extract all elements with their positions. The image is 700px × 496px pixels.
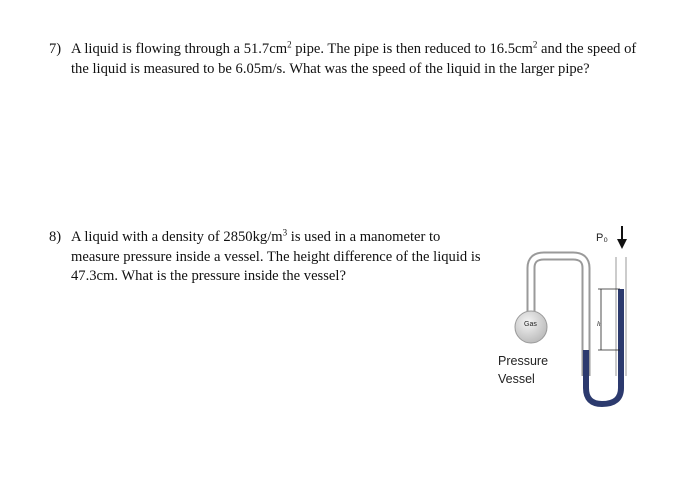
question-8-number: 8) [49,229,62,245]
question-8 [49,228,489,287]
pressure-vessel-label: Pressure Vessel [498,354,549,386]
question-7 [49,40,639,79]
question-7-text: A liquid is flowing through a $51.7cm^2$ pipe. The pipe is then reduced to $16.5cm^2$ and the speed of the liquid is measured to be 6.05m/s. What was the speed of the liquid in the larger pipe? [71,39,637,77]
p0-label: P₀ [596,232,608,244]
manometer-diagram [480,222,660,422]
p0-arrow-icon [617,239,627,249]
height-label: h [597,320,601,328]
gas-label: Gas [524,321,537,328]
question-7-number: 7) [49,41,62,57]
question-8-text: A liquid with a density of $2850kg/m^3$ is used in a manometer to measure pressure inside a vessel. The height difference of the liquid is 47.3cm. What is the pressure inside the vessel? [71,227,481,284]
